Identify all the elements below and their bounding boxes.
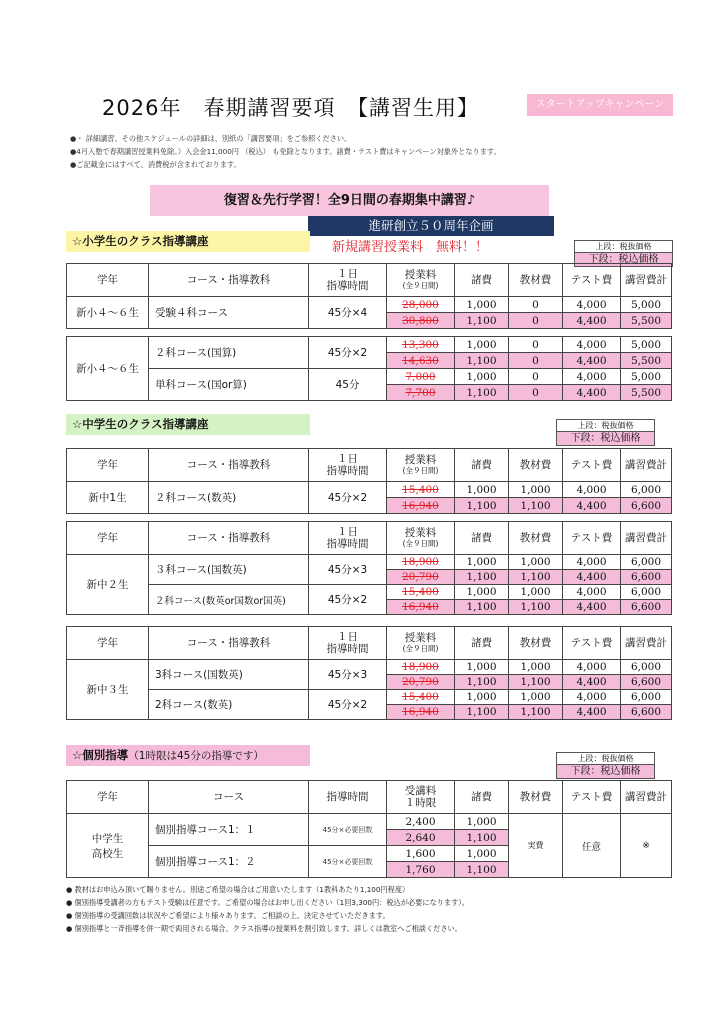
price-legend-bottom: 下段：税込価格 xyxy=(575,252,672,266)
note-3: ●ご記載金にはすべて、消費税が含まれております。 xyxy=(70,160,241,169)
footnote-4: ● 個別指導と一斉指導を併一期で両用される場合、クラス指導の授業料を割引致します。詳しくは教室へご相談ください。 xyxy=(66,924,462,933)
note-1: ●・ 詳細講習、その他スケジュールの詳細は、別紙の「講習要項」をご参照ください。 xyxy=(70,134,352,143)
table-row: 新小４～６生 ２科コース(国算) 45分×2 13,300 1,000 0 4,000 5,000 xyxy=(67,337,672,353)
table-junior-grade3: 学年 コース・指導教科 １日 指導時間 授業料 (全９日間) 諸費 教材費 テスト費 講習費計 新中３生 3科コース(国数英) 45分×3 18,900 1,000 1,000 4,000 6,000 20,790 1,100 1,100 4,400 6,600 2科コース(数英) 45分×2 15,400 1,000 1,000 4,000 6,000 16,940 1,100 1,100 4,400 6,600 xyxy=(66,626,672,720)
table-elementary-2subject: 新小４～６生 ２科コース(国算) 45分×2 13,300 1,000 0 4,000 5,000 14,630 1,100 0 4,400 5,500 単科コース(国or算) 45分 7,000 1,000 0 4,000 5,000 7,700 1,100 0 4,400 5,500 xyxy=(66,336,672,401)
note-2: ●4月入塾で春期講習授業料免除。）入会金11,000円 （税込） も免除となります。諸費・テスト費はキャンペーン対象外となります。 xyxy=(70,147,501,156)
table-individual: 学年 コース 指導時間 受講料 １時限 諸費 教材費 テスト費 講習費計 中学生 高校生 個別指導コース1：１ 45分×必要回数 2,400 1,000 実費 任意 ※ 2,640 1,100 個別指導コース1：２ 45分×必要回数 1,600 1,000 1,760 1,100 xyxy=(66,780,672,878)
campaign-badge: スタートアップキャンペーン xyxy=(527,94,673,116)
table-junior-grade2: 学年 コース・指導教科 １日 指導時間 授業料 (全９日間) 諸費 教材費 テスト費 講習費計 新中２生 ３科コース(国数英) 45分×3 18,900 1,000 1,000 4,000 6,000 20,790 1,100 1,100 4,400 6,600 ２科コース(数英or国数or国英) 45分×2 15,400 1,000 1,000 4,000 6,000 16,940 1,100 1,100 4,400 6,600 xyxy=(66,521,672,615)
section-junior: ☆中学生のクラス指導講座 xyxy=(66,414,310,435)
table-elementary-4subject: 学年 コース・指導教科 １日 指導時間 授業料 (全９日間) 諸費 教材費 テスト費 講習費計 新小４～６生 受験４科コース 45分×4 28,000 1,000 0 4,000 5,000 30,800 1,100 0 4,400 5,500 xyxy=(66,263,672,329)
table-row: 新中1生 ２科コース(数英) 45分×2 15,400 1,000 1,000 4,000 6,000 xyxy=(67,482,672,498)
header-test: テスト費 xyxy=(563,264,621,297)
header-material: 教材費 xyxy=(509,264,563,297)
header-time: １日 指導時間 xyxy=(309,264,387,297)
table-row: 単科コース(国or算) 45分 7,000 1,000 0 4,000 5,000 xyxy=(67,369,672,385)
header-course: コース・指導教科 xyxy=(149,264,309,297)
table-row: 新中３生 3科コース(国数英) 45分×3 18,900 1,000 1,000 4,000 6,000 xyxy=(67,660,672,675)
table-row: ２科コース(数英or国数or国英) 45分×2 15,400 1,000 1,000 4,000 6,000 xyxy=(67,585,672,600)
page-title: 2026年 春期講習要項 【講習生用】 xyxy=(102,96,479,120)
table-row: 新中２生 ３科コース(国数英) 45分×3 18,900 1,000 1,000 4,000 6,000 xyxy=(67,555,672,570)
header-grade: 学年 xyxy=(67,264,149,297)
table-junior-grade1: 学年 コース・指導教科 １日 指導時間 授業料 (全９日間) 諸費 教材費 テスト費 講習費計 新中1生 ２科コース(数英) 45分×2 15,400 1,000 1,000 4,000 6,000 16,940 1,100 1,100 4,400 6,600 xyxy=(66,448,672,514)
header-fee: 授業料 (全９日間) xyxy=(387,264,455,297)
table-row: 中学生 高校生 個別指導コース1：１ 45分×必要回数 2,400 1,000 実費 任意 ※ xyxy=(67,814,672,830)
header-misc: 諸費 xyxy=(455,264,509,297)
headline-banner: 復習＆先行学習！全9日間の春期集中講習♪ xyxy=(150,185,549,216)
table-row: 個別指導コース1：２ 45分×必要回数 1,600 1,000 xyxy=(67,846,672,862)
header-total: 講習費計 xyxy=(621,264,672,297)
anniversary-banner: 進研創立５０周年企画 xyxy=(308,216,554,236)
free-tuition-text: 新規講習授業料 無料！！ xyxy=(332,240,489,255)
price-legend: 上段：税抜価格 下段：税込価格 xyxy=(556,752,655,779)
price-legend-top: 上段：税抜価格 xyxy=(595,242,652,251)
footnote-2: ● 個別指導受講者の方もテスト受験は任意です。ご希望の場合はお申し出ください（1回3,300円：税込が必要になります）。 xyxy=(66,898,469,907)
section-individual: ☆個別指導（1時限は45分の指導です） xyxy=(66,745,310,766)
footnote-1: ● 教材はお申込み頂いて賜りません。別途ご希望の場合はご用意いたします（1教科あたり1,100円程度） xyxy=(66,885,410,894)
table-row: 新小４～６生 受験４科コース 45分×4 28,000 1,000 0 4,000 5,000 xyxy=(67,297,672,313)
price-legend: 上段：税抜価格 下段：税込価格 xyxy=(556,419,655,446)
table-row: 2科コース(数英) 45分×2 15,400 1,000 1,000 4,000 6,000 xyxy=(67,690,672,705)
footnote-3: ● 個別指導の受講回数は状況やご希望により様々あります。ご相談の上、決定させていただきます。 xyxy=(66,911,390,920)
section-elementary: ☆小学生のクラス指導講座 xyxy=(66,231,310,252)
